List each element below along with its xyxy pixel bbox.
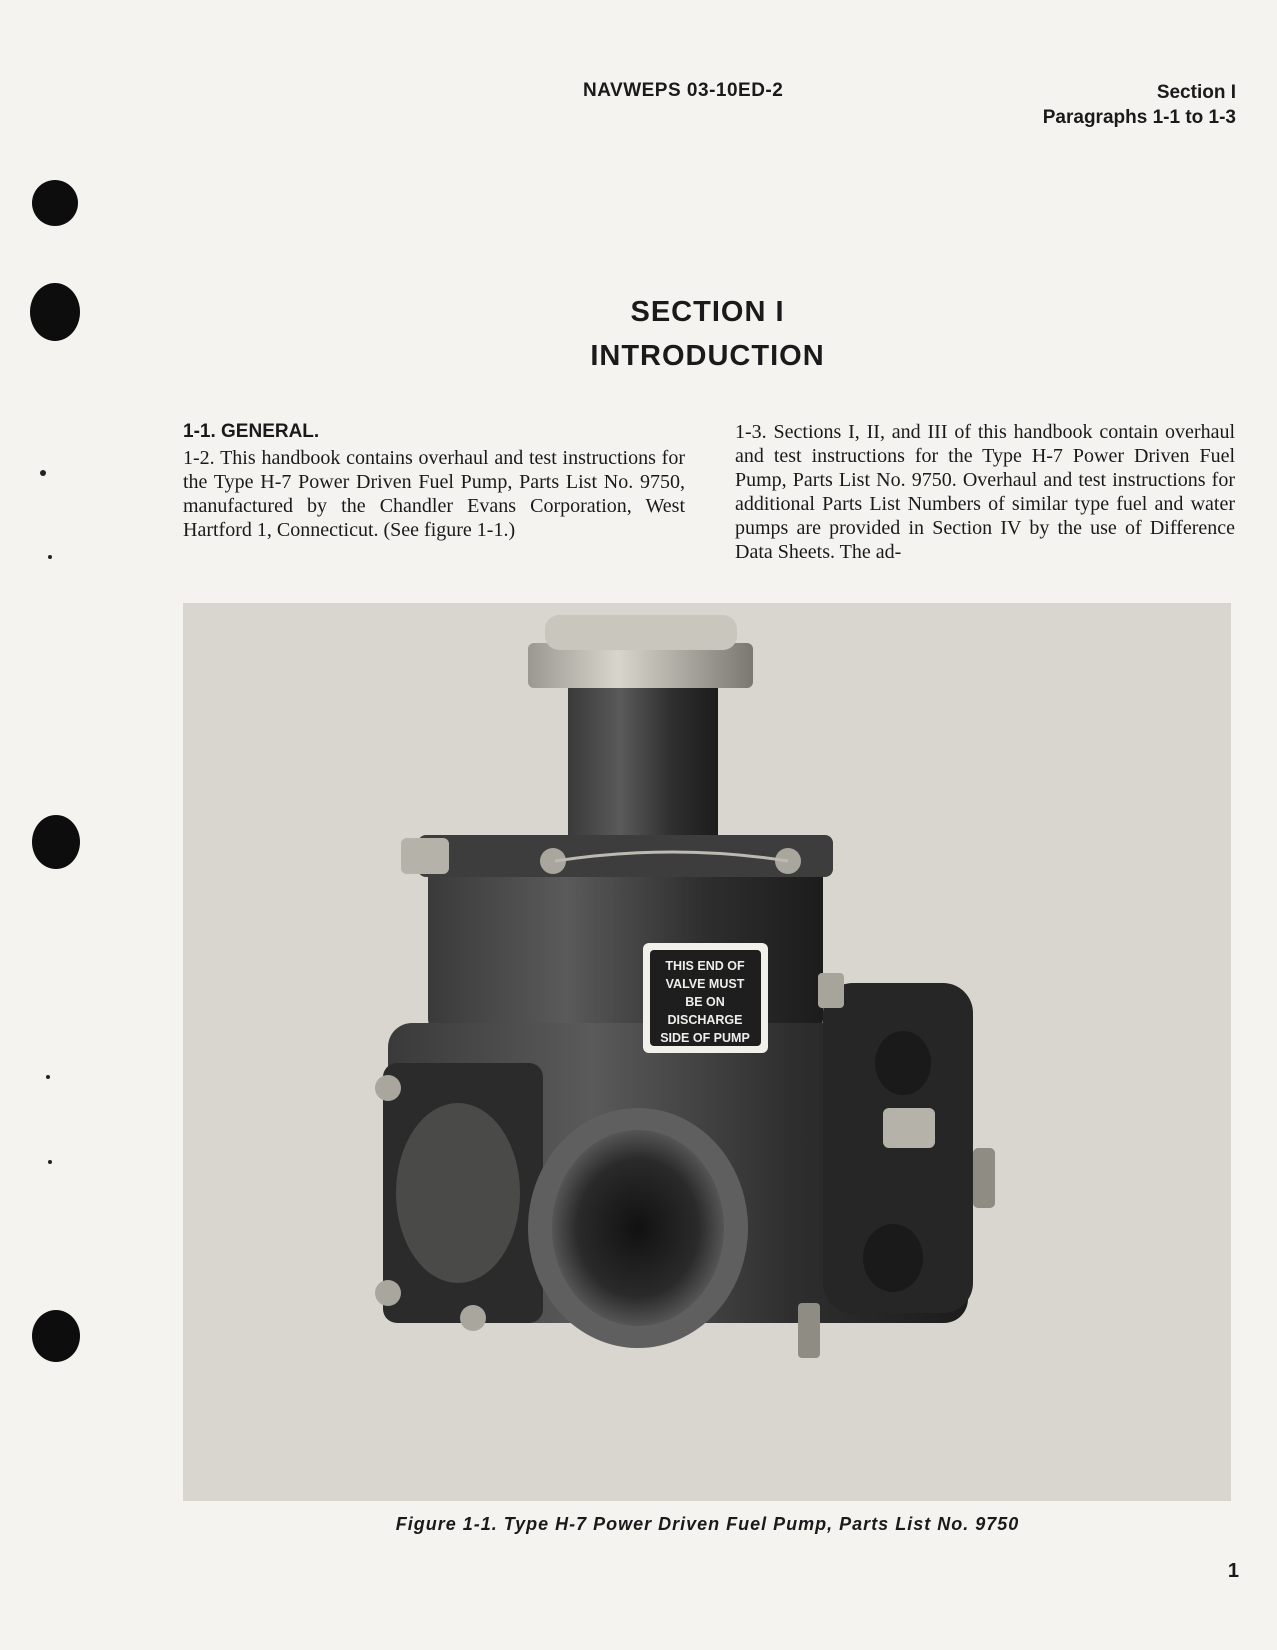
section-subtitle: INTRODUCTION <box>590 340 825 372</box>
top-terminal <box>818 973 844 1008</box>
binder-hole <box>32 815 80 869</box>
plate-line-2: VALVE MUST <box>665 977 745 991</box>
paragraph-heading: 1-1. GENERAL. <box>183 421 320 442</box>
scan-speck <box>48 555 52 559</box>
section-reference <box>1043 80 1236 130</box>
bolt <box>460 1305 486 1331</box>
section-title: SECTION I <box>630 296 785 328</box>
paragraph-1-3: 1-3. Sections I, II, and III of this handbook contain overhaul and test instructions for the Type H-7 Power Driven Fuel Pump, Parts List No. 9750. Overhaul and test instructions for additional Parts List Numbers of similar type fuel and water pumps are provided in Section IV by the use of Difference Data Sheets. The ad- <box>735 421 1235 563</box>
left-fitting <box>401 838 449 874</box>
scan-speck <box>40 470 46 476</box>
fuel-pump-illustration <box>183 603 1231 1501</box>
section-label: Section I <box>1156 82 1236 103</box>
binder-hole <box>32 1310 80 1362</box>
inlet-port <box>552 1130 724 1326</box>
document-number: NAVWEPS 03-10ED-2 <box>583 80 784 101</box>
fuel-pump-photo <box>183 603 1231 1501</box>
plate-line-1: THIS END OF <box>665 959 745 973</box>
drive-spline <box>973 1148 995 1208</box>
sight-glass <box>396 1103 520 1283</box>
lower-side-port <box>863 1224 923 1292</box>
plate-line-3: BE ON <box>685 995 725 1009</box>
scan-speck <box>48 1160 52 1164</box>
bolt <box>375 1075 401 1101</box>
paragraph-range: Paragraphs 1-1 to 1-3 <box>1042 107 1236 128</box>
plate-line-4: DISCHARGE <box>667 1013 743 1027</box>
right-fitting <box>883 1108 935 1148</box>
scan-speck <box>46 1075 50 1079</box>
left-column <box>183 420 685 542</box>
binder-hole <box>32 180 78 226</box>
page-number: 1 <box>1227 1560 1239 1582</box>
plate-line-5: SIDE OF PUMP <box>660 1031 750 1045</box>
side-port <box>875 1031 931 1095</box>
bottom-terminal <box>798 1303 820 1358</box>
housing-flange <box>418 835 833 877</box>
paragraph-1-2: 1-2. This handbook contains overhaul and test instructions for the Type H-7 Power Driven Fuel Pump, Parts List No. 9750, manufactured by the Chandler Evans Corporation, West Hartford 1, Connecticut. (See figure 1-1.) <box>183 447 685 541</box>
right-column <box>735 420 1235 564</box>
pump-cap-top <box>545 615 737 650</box>
figure-caption: Figure 1-1. Type H-7 Power Driven Fuel Pump, Parts List No. 9750 <box>395 1514 1020 1534</box>
bolt <box>375 1280 401 1306</box>
